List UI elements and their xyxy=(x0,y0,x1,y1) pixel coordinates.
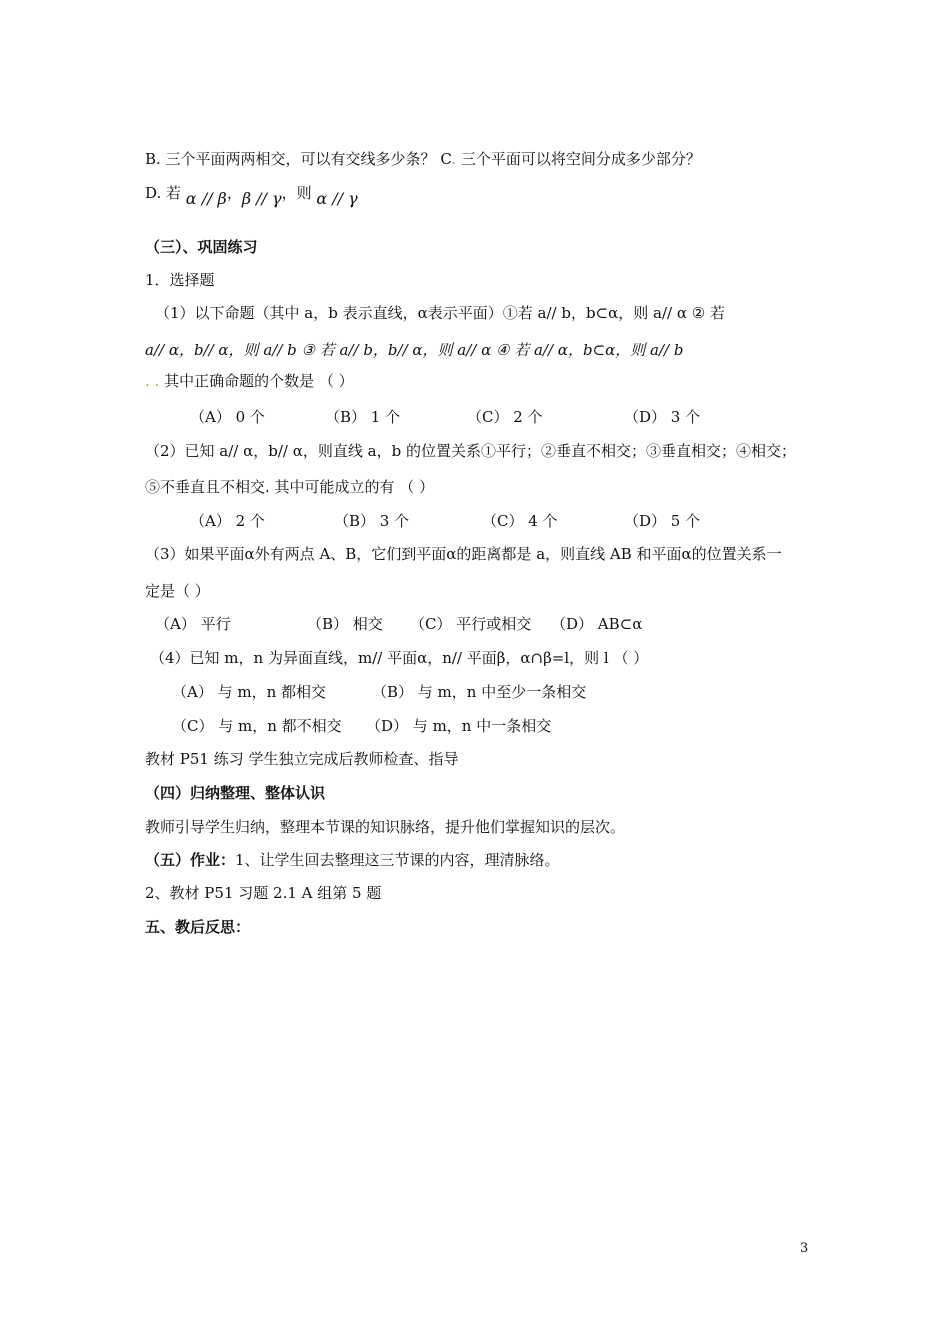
q2-option-d: （D） 5 个 xyxy=(624,512,701,530)
q3-option-c: （C） 平行或相交 xyxy=(410,615,532,633)
line-d-question xyxy=(145,180,358,206)
question-1-3-line-2: 定是（ ） xyxy=(145,582,210,600)
formula-beta-gamma: β // γ xyxy=(241,189,282,208)
q1-option-a: （A） 0 个 xyxy=(190,408,265,426)
question-1-2-line-1: （2）已知 a// α，b// α，则直线 a，b 的位置关系①平行；②垂直不相交；③垂直相交；④相交； xyxy=(145,442,796,460)
question-1-3-line-1: （3）如果平面α外有两点 A、B，它们到平面α的距离都是 a，则直线 AB 和平面α的位置关系一 xyxy=(145,545,782,563)
q2-option-c: （C） 4 个 xyxy=(482,512,558,530)
q2-option-b: （B） 3 个 xyxy=(334,512,410,530)
q1-option-b: （B） 1 个 xyxy=(325,408,401,426)
question-c-text: 三个平面可以将空间分成多少部分？ xyxy=(456,150,701,168)
question-d-then: ，则 xyxy=(281,184,317,202)
q4-option-b: （B） 与 m，n 中至少一条相交 xyxy=(372,683,587,701)
formula-alpha-gamma: α // γ xyxy=(316,189,358,208)
q4-option-a: （A） 与 m，n 都相交 xyxy=(172,683,327,701)
artifact-dots: . . xyxy=(145,372,165,390)
q1-option-d: （D） 3 个 xyxy=(624,408,701,426)
line-b-c-questions xyxy=(145,149,701,169)
question-d-lead: D. 若 xyxy=(145,184,186,202)
summary-body: 教师引导学生归纳，整理本节课的知识脉络，提升他们掌握知识的层次。 xyxy=(145,818,626,836)
q4-option-d: （D） 与 m，n 中一条相交 xyxy=(366,717,552,735)
question-1-1-line-1: （1）以下命题（其中 a，b 表示直线，α表示平面）①若 a// b，b⊂α，则 a// α ② 若 xyxy=(155,304,725,322)
q4-option-c: （C） 与 m，n 都不相交 xyxy=(172,717,342,735)
question-1-1-prompt: 其中正确命题的个数是 （ ） xyxy=(164,372,354,390)
textbook-practice-line: 教材 P51 练习 学生独立完成后教师检查、指导 xyxy=(145,750,459,768)
page-number: 3 xyxy=(800,1241,809,1256)
homework-body: 1、让学生回去整理这三节课的内容，理清脉络。 xyxy=(235,851,560,869)
formula-alpha-beta: α // β xyxy=(185,189,227,208)
q3-option-d: （D） AB⊂α xyxy=(551,615,643,633)
question-1-1-line-3 xyxy=(145,371,354,391)
homework-line-1 xyxy=(145,850,560,870)
homework-line-2: 2、教材 P51 习题 2.1 A 组第 5 题 xyxy=(145,884,382,902)
question-1-title: 1．选择题 xyxy=(145,271,215,289)
q3-option-b: （B） 相交 xyxy=(307,615,383,633)
question-1-4-line: （4）已知 m，n 为异面直线，m// 平面α，n// 平面β，α∩β=l，则 l （ ） xyxy=(150,649,649,667)
question-1-2-line-2: ⑤不垂直且不相交. 其中可能成立的有 （ ） xyxy=(145,478,435,496)
section-heading-reflection: 五、教后反思： xyxy=(145,918,251,936)
q1-option-c: （C） 2 个 xyxy=(467,408,543,426)
section-heading-summary: （四）归纳整理、整体认识 xyxy=(145,784,326,802)
question-1-1-line-2: a// α，b// α，则 a// b ③ 若 a// b，b// α，则 a// α ④ 若 a// α，b⊂α，则 a// b xyxy=(145,341,684,359)
question-b-text: B. 三个平面两两相交，可以有交线多少条？ C xyxy=(145,150,452,168)
homework-label: （五）作业： xyxy=(145,851,236,869)
q3-option-a: （A） 平行 xyxy=(155,615,231,633)
section-heading-practice: （三）、巩固练习 xyxy=(145,238,258,256)
comma-sep: ， xyxy=(226,184,242,202)
q2-option-a: （A） 2 个 xyxy=(190,512,265,530)
artifact-dot: . xyxy=(451,150,457,168)
